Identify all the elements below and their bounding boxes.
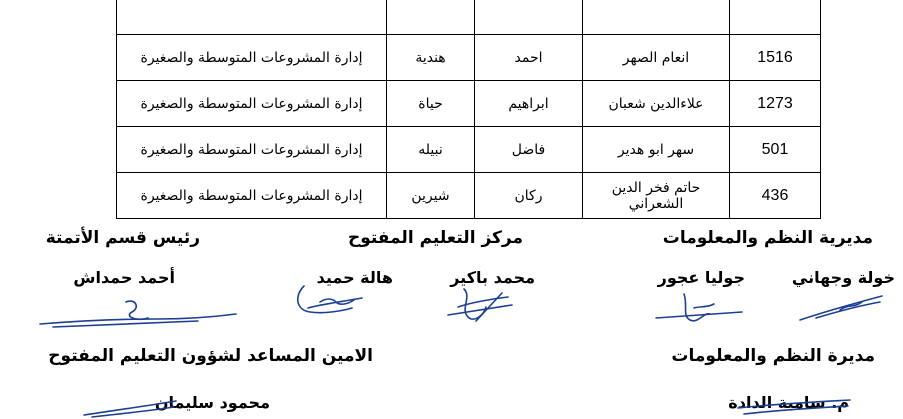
father-cell: فاضل [475, 127, 583, 173]
handwritten-signature [38, 290, 238, 335]
department-cell [117, 0, 387, 35]
signature-heading-open-learning-center: مركز التعليم المفتوح [347, 228, 523, 248]
father-cell: احمد [475, 35, 583, 81]
signatory-name: خولة وجهاني [791, 268, 895, 287]
id-cell: 1273 [730, 81, 821, 127]
id-cell [730, 0, 821, 35]
table-row [117, 35, 821, 81]
name-cell: انعام الصهر [583, 35, 730, 81]
name-cell: سهر ابو هدير [583, 127, 730, 173]
name-cell: علاءالدين شعبان [583, 81, 730, 127]
handwritten-signature [796, 290, 886, 326]
handwritten-signature [446, 285, 516, 327]
father-cell: ركان [475, 173, 583, 219]
department-cell: إدارة المشروعات المتوسطة والصغيرة [117, 173, 387, 219]
department-cell: إدارة المشروعات المتوسطة والصغيرة [117, 127, 387, 173]
mother-cell: نبيله [387, 127, 475, 173]
signatory-name: محمود سليمان [154, 393, 270, 412]
table-row [117, 0, 821, 35]
mother-cell: حياة [387, 81, 475, 127]
signature-heading-systems-directorate: مديرية النظم والمعلومات [662, 228, 873, 248]
signature-heading-automation-head: رئيس قسم الأتمتة [45, 228, 200, 248]
name-cell [583, 0, 730, 35]
id-cell: 501 [730, 127, 821, 173]
mother-cell [387, 0, 475, 35]
mother-cell: شيرين [387, 173, 475, 219]
signatory-name: أحمد حمداش [73, 268, 175, 287]
father-cell: ابراهيم [475, 81, 583, 127]
signatory-name: محمد باكير [450, 268, 535, 287]
signatory-name: هالة حميد [316, 268, 393, 287]
table-row [117, 127, 821, 173]
handwritten-signature [80, 395, 180, 419]
id-cell: 436 [730, 173, 821, 219]
handwritten-signature [734, 396, 854, 419]
father-cell [475, 0, 583, 35]
name-cell: حاتم فخر الدين الشعراني [583, 173, 730, 219]
signatory-name: جوليا عجور [657, 268, 745, 287]
signature-heading-assistant-secretary: الامين المساعد لشؤون التعليم المفتوح [48, 346, 373, 366]
department-cell: إدارة المشروعات المتوسطة والصغيرة [117, 81, 387, 127]
table-row [117, 81, 821, 127]
records-table [116, 0, 821, 219]
department-cell: إدارة المشروعات المتوسطة والصغيرة [117, 35, 387, 81]
handwritten-signature [654, 290, 744, 328]
table-row [117, 173, 821, 219]
signature-heading-systems-director: مديرة النظم والمعلومات [671, 346, 875, 366]
id-cell: 1516 [730, 35, 821, 81]
handwritten-signature [292, 278, 374, 320]
mother-cell: هندية [387, 35, 475, 81]
signatory-name: م. سامية الدادة [728, 393, 849, 412]
